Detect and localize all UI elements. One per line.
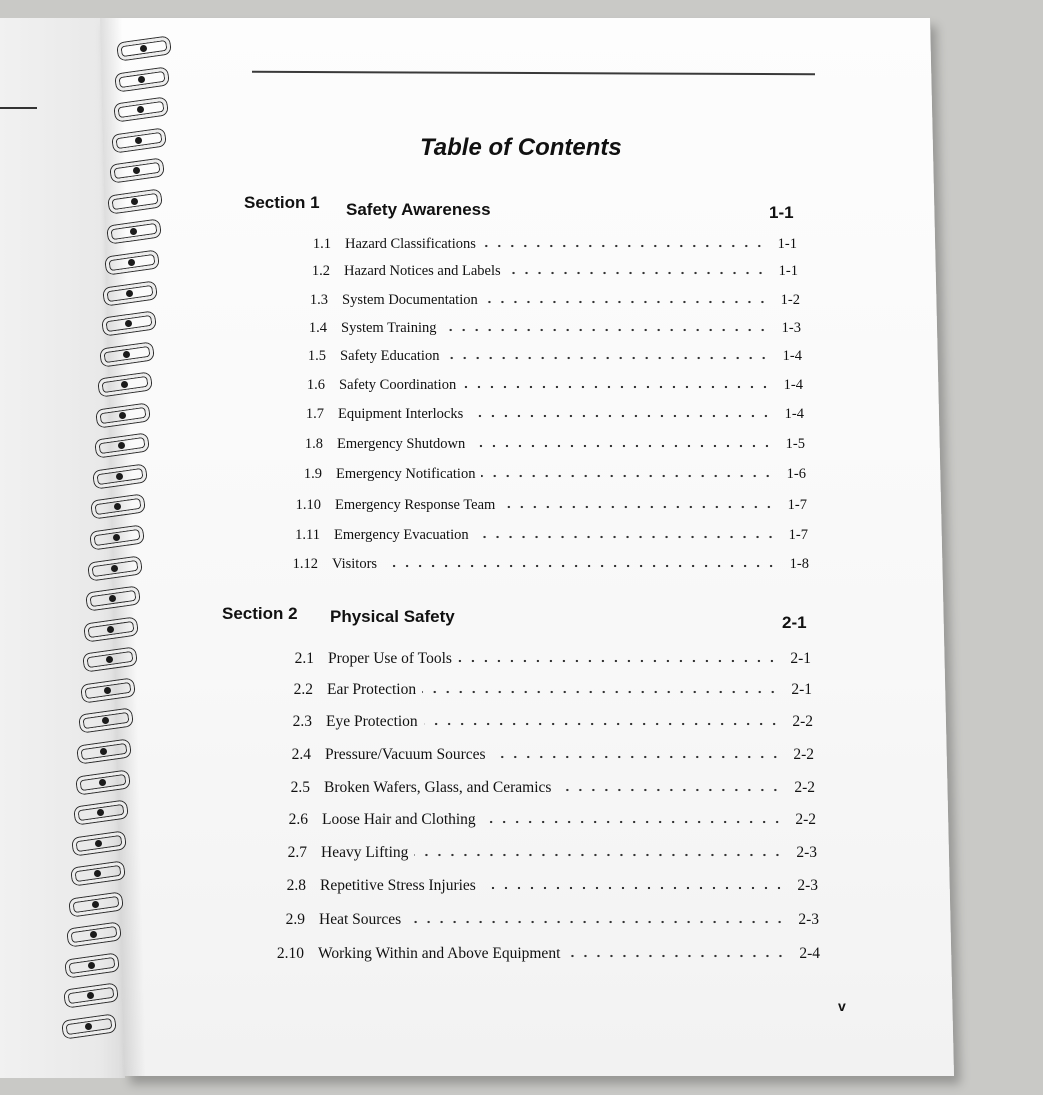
dot-leader (482, 238, 766, 248)
entry-number: 2.10 (276, 945, 304, 962)
toc-entry[interactable] (286, 877, 818, 897)
entry-title: Hazard Notices and Labels (344, 263, 501, 279)
dot-leader (422, 684, 779, 694)
entry-number: 2.7 (287, 844, 307, 861)
entry-title: System Training (341, 320, 437, 336)
section-1-title: Safety Awareness (346, 200, 491, 219)
binding-hole (140, 45, 147, 52)
entry-page: 1-7 (787, 497, 807, 513)
binding-hole (138, 76, 145, 83)
entry-page: 1-1 (778, 263, 798, 279)
dot-leader (566, 948, 787, 958)
toc-entry[interactable] (295, 497, 807, 517)
entry-page: 1-4 (783, 377, 803, 393)
entry-title: Working Within and Above Equipment (318, 945, 561, 962)
entry-page: 2-3 (798, 911, 819, 928)
entry-title: Emergency Shutdown (337, 436, 466, 452)
entry-title: Loose Hair and Clothing (322, 811, 476, 828)
entry-title: System Documentation (342, 292, 478, 308)
toc-entry[interactable] (292, 713, 813, 733)
toc-entry[interactable] (306, 377, 803, 397)
dot-leader (462, 379, 771, 389)
entry-page: 2-2 (793, 746, 814, 763)
entry-page: 1-4 (782, 348, 802, 364)
section-2-number: Section 2 (222, 604, 298, 623)
entry-title: Visitors (332, 556, 378, 572)
toc-entry[interactable] (294, 650, 811, 670)
entry-number: 1.6 (306, 377, 325, 393)
entry-number: 1.1 (312, 236, 331, 252)
entry-number: 1.10 (295, 497, 321, 513)
toc-entry[interactable] (308, 320, 801, 340)
dot-leader (469, 408, 772, 418)
entry-page: 1-8 (789, 556, 809, 572)
entry-number: 2.2 (293, 681, 313, 698)
entry-page: 1-3 (781, 320, 801, 336)
binding-hole (123, 351, 130, 358)
entry-page: 2-1 (790, 650, 811, 667)
toc-entry[interactable] (305, 406, 804, 426)
entry-page: 1-1 (777, 236, 797, 252)
entry-title: Broken Wafers, Glass, and Ceramics (324, 779, 552, 796)
dot-leader (424, 716, 781, 726)
dot-leader (482, 880, 785, 890)
page-title: Table of Contents (420, 134, 622, 161)
binding-hole (116, 473, 123, 480)
entry-page: 1-7 (788, 527, 808, 543)
entry-title: Eye Protection (326, 713, 418, 730)
dot-leader (475, 529, 777, 539)
entry-title: Heat Sources (319, 911, 402, 928)
entry-number: 1.2 (311, 263, 330, 279)
dot-leader (414, 847, 784, 857)
dot-leader (557, 782, 782, 792)
entry-number: 2.3 (292, 713, 312, 730)
entry-page: 1-2 (780, 292, 800, 308)
toc-entry[interactable] (304, 436, 805, 456)
toc-entry[interactable] (307, 348, 802, 368)
binding-hole (113, 534, 120, 541)
dot-leader (484, 294, 769, 304)
binding-hole (137, 106, 144, 113)
entry-number: 1.12 (292, 556, 318, 572)
entry-title: Ear Protection (327, 681, 417, 698)
dot-leader (445, 350, 770, 360)
dot-leader (458, 653, 778, 663)
toc-entry[interactable] (291, 746, 814, 766)
page-number: v (838, 998, 846, 1014)
facing-page-rule (0, 107, 37, 109)
dot-leader (442, 322, 769, 332)
binding-hole (106, 656, 113, 663)
toc-entry[interactable] (312, 236, 797, 256)
entry-number: 2.9 (285, 911, 305, 928)
entry-page: 2-1 (791, 681, 812, 698)
entry-number: 2.4 (291, 746, 311, 763)
entry-page: 2-3 (796, 844, 817, 861)
toc-entry[interactable] (303, 466, 806, 486)
entry-title: Repetitive Stress Injuries (320, 877, 476, 894)
dot-leader (482, 814, 784, 824)
binding-hole (85, 1023, 92, 1030)
dot-leader (492, 749, 782, 759)
entry-number: 2.8 (286, 877, 306, 894)
binding-hole (104, 687, 111, 694)
binding-hole (99, 779, 106, 786)
entry-number: 1.3 (309, 292, 328, 308)
toc-entry[interactable] (290, 779, 815, 799)
entry-title: Equipment Interlocks (338, 406, 464, 422)
toc-entry[interactable] (293, 681, 812, 701)
entry-title: Safety Education (340, 348, 440, 364)
entry-title: Emergency Notification (336, 466, 476, 482)
entry-page: 1-6 (786, 466, 806, 482)
dot-leader (407, 914, 786, 924)
toc-entry[interactable] (295, 527, 808, 547)
entry-number: 1.5 (307, 348, 326, 364)
dot-leader (507, 265, 767, 275)
entry-page: 2-4 (799, 945, 820, 962)
entry-number: 1.7 (305, 406, 324, 422)
entry-title: Emergency Response Team (335, 497, 496, 513)
entry-number: 1.9 (303, 466, 322, 482)
binding-hole (135, 137, 142, 144)
entry-number: 2.1 (294, 650, 314, 667)
entry-page: 2-2 (794, 779, 815, 796)
toc-entry[interactable] (287, 844, 817, 864)
entry-page: 2-3 (797, 877, 818, 894)
dot-leader (471, 438, 773, 448)
entry-number: 1.11 (295, 527, 320, 543)
dot-leader (383, 558, 778, 568)
entry-title: Pressure/Vacuum Sources (325, 746, 486, 763)
binding-hole (126, 290, 133, 297)
entry-title: Heavy Lifting (321, 844, 409, 861)
entry-number: 2.6 (288, 811, 308, 828)
toc-entry[interactable] (276, 945, 820, 965)
entry-number: 2.5 (290, 779, 310, 796)
entry-number: 1.8 (304, 436, 323, 452)
entry-title: Hazard Classifications (345, 236, 476, 252)
section-1-page: 1-1 (769, 203, 794, 222)
entry-page: 2-2 (792, 713, 813, 730)
binding-hole (128, 259, 135, 266)
entry-title: Safety Coordination (339, 377, 457, 393)
entry-title: Emergency Evacuation (334, 527, 469, 543)
dot-leader (501, 499, 775, 509)
toc-entry[interactable] (311, 263, 798, 283)
binding-hole (111, 565, 118, 572)
binding-hole (94, 870, 101, 877)
section-2-title: Physical Safety (330, 607, 455, 626)
dot-leader (481, 468, 774, 478)
binding-hole (118, 442, 125, 449)
toc-entry[interactable] (292, 556, 809, 576)
toc-entry[interactable] (288, 811, 816, 831)
entry-page: 2-2 (795, 811, 816, 828)
binding-hole (125, 320, 132, 327)
entry-title: Proper Use of Tools (328, 650, 452, 667)
section-2-page: 2-1 (782, 613, 807, 632)
toc-entry[interactable] (285, 911, 819, 931)
binding-hole (92, 901, 99, 908)
entry-page: 1-5 (785, 436, 805, 452)
entry-page: 1-4 (784, 406, 804, 422)
entry-number: 1.4 (308, 320, 327, 336)
toc-entry[interactable] (309, 292, 800, 312)
section-1-number: Section 1 (244, 193, 320, 212)
binding-hole (95, 840, 102, 847)
